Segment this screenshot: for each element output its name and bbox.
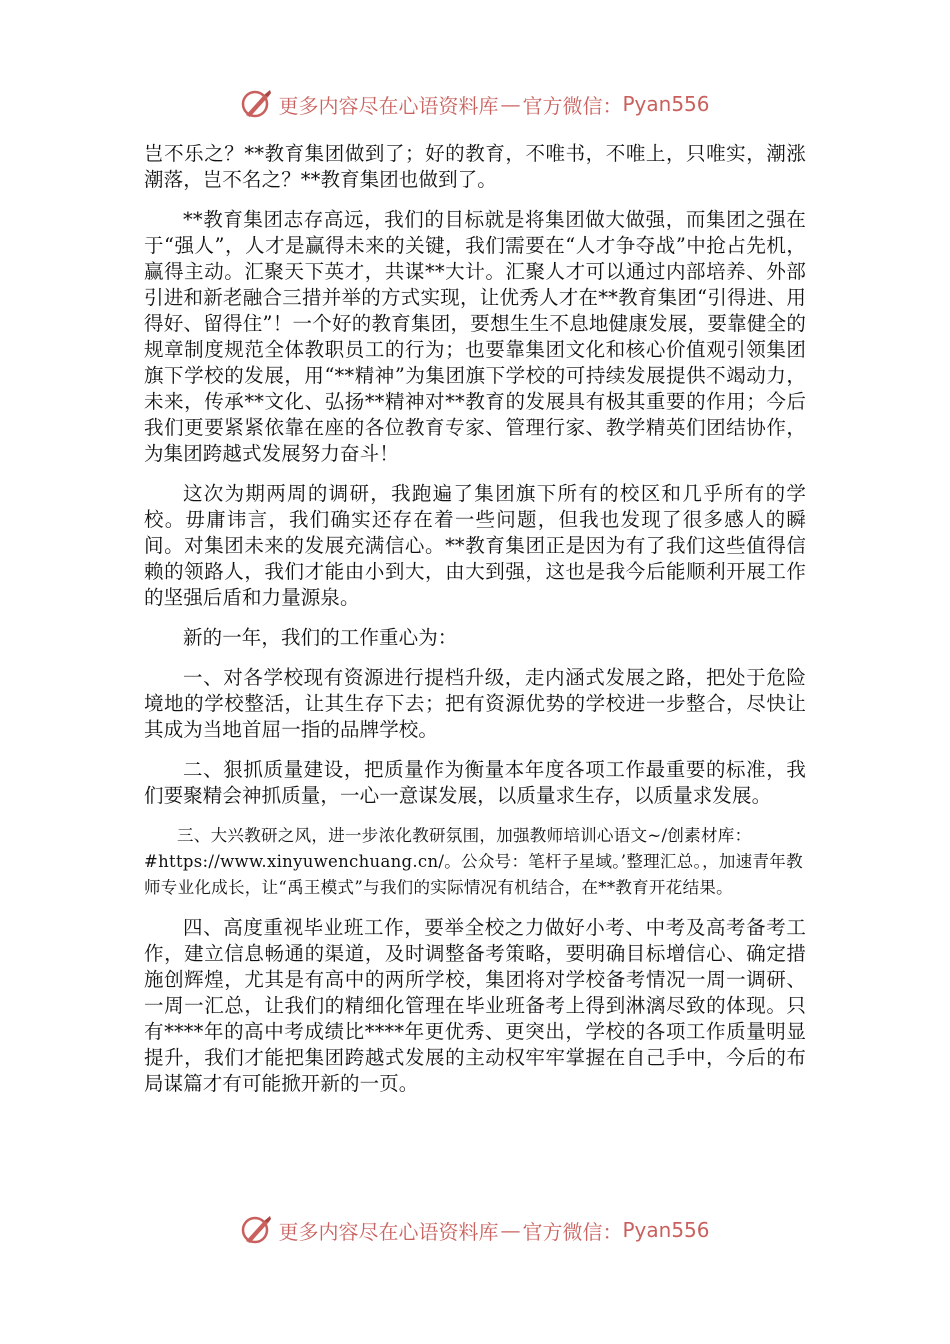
document-body xyxy=(144,141,806,1097)
footer-banner xyxy=(0,1212,950,1248)
banner-text: 更多内容尽在心语资料库 xyxy=(278,1219,499,1244)
banner-wechat-id: Pyan556 xyxy=(622,92,710,116)
banner-wechat-label: 官方微信： xyxy=(522,1219,623,1244)
banner-separator: — xyxy=(500,1218,521,1242)
paragraph-3: 这次为期两周的调研，我跑遍了集团旗下所有的校区和几乎所有的学校。毋庸讳言，我们确实还存在着一些问题，但我也发现了很多感人的瞬间。对集团未来的发展充满信心。**教育集团正是因为有了我们这些值得信赖的领路人，我们才能由小到大，由大到强，这也是我今后能顺利开展工作的坚强后盾和力量源泉。 xyxy=(144,482,806,609)
pen-logo-icon xyxy=(240,1213,274,1247)
paragraph-4: 新的一年，我们的工作重心为： xyxy=(183,626,458,649)
pen-logo-icon xyxy=(240,87,274,121)
paragraph-2: **教育集团志存高远，我们的目标就是将集团做大做强，而集团之强在于“强人”，人才是赢得未来的关键，我们需要在“人才争夺战”中抢占先机，赢得主动。汇聚天下英才，共谋**大计。汇聚人才可以通过内部培养、外部引进和新老融合三措并举的方式实现，让优秀人才在**教育集团“引得进、用得好、留得住”！一个好的教育集团，要想生生不息地健康发展，要靠健全的规章制度规范全体教职员工的行为；也要靠集团文化和核心价值观引领集团旗下学校的发展，用“**精神”为集团旗下学校的可持续发展提供不竭动力，未来，传承**文化、弘扬**精神对**教育的发展具有极其重要的作用；今后我们更要紧紧依靠在座的各位教育专家、管理行家、教学精英们团结协作，为集团跨越式发展努力奋斗！ xyxy=(144,208,806,465)
banner-text: 更多内容尽在心语资料库 xyxy=(278,93,499,118)
paragraph-7: 三、大兴教研之风，进一步浓化教研氛围，加强教师培训心语文~/创素材库：#https://www.xinyuwenchuang.cn/。公众号：笔杆子星域。’整理汇总。，加速青年教师专业化成长，让“禹王模式”与我们的实际情况有机结合，在**教育开花结果。 xyxy=(144,826,803,897)
header-banner xyxy=(0,86,950,122)
paragraph-6: 二、狠抓质量建设，把质量作为衡量本年度各项工作最重要的标准，我们要聚精会神抓质量，一心一意谋发展，以质量求生存，以质量求发展。 xyxy=(144,758,806,807)
paragraph-8: 四、高度重视毕业班工作，要举全校之力做好小考、中考及高考备考工作，建立信息畅通的渠道，及时调整备考策略，要明确目标增信心、确定措施创辉煌，尤其是有高中的两所学校，集团将对学校备考情况一周一调研、一周一汇总，让我们的精细化管理在毕业班备考上得到淋漓尽致的体现。只有****年的高中考成绩比****年更优秀、更突出，学校的各项工作质量明显提升，我们才能把集团跨越式发展的主动权牢牢掌握在自己手中，今后的布局谋篇才有可能掀开新的一页。 xyxy=(144,916,806,1095)
banner-separator: — xyxy=(500,92,521,116)
paragraph-1: 岂不乐之？**教育集团做到了；好的教育，不唯书，不唯上，只唯实，潮涨潮落，岂不名之？**教育集团也做到了。 xyxy=(144,142,806,191)
banner-wechat-id: Pyan556 xyxy=(622,1218,710,1242)
banner-wechat-label: 官方微信： xyxy=(522,93,623,118)
paragraph-5: 一、对各学校现有资源进行提档升级，走内涵式发展之路，把处于危险境地的学校整活，让其生存下去；把有资源优势的学校进一步整合，尽快让其成为当地首屈一指的品牌学校。 xyxy=(144,666,806,741)
